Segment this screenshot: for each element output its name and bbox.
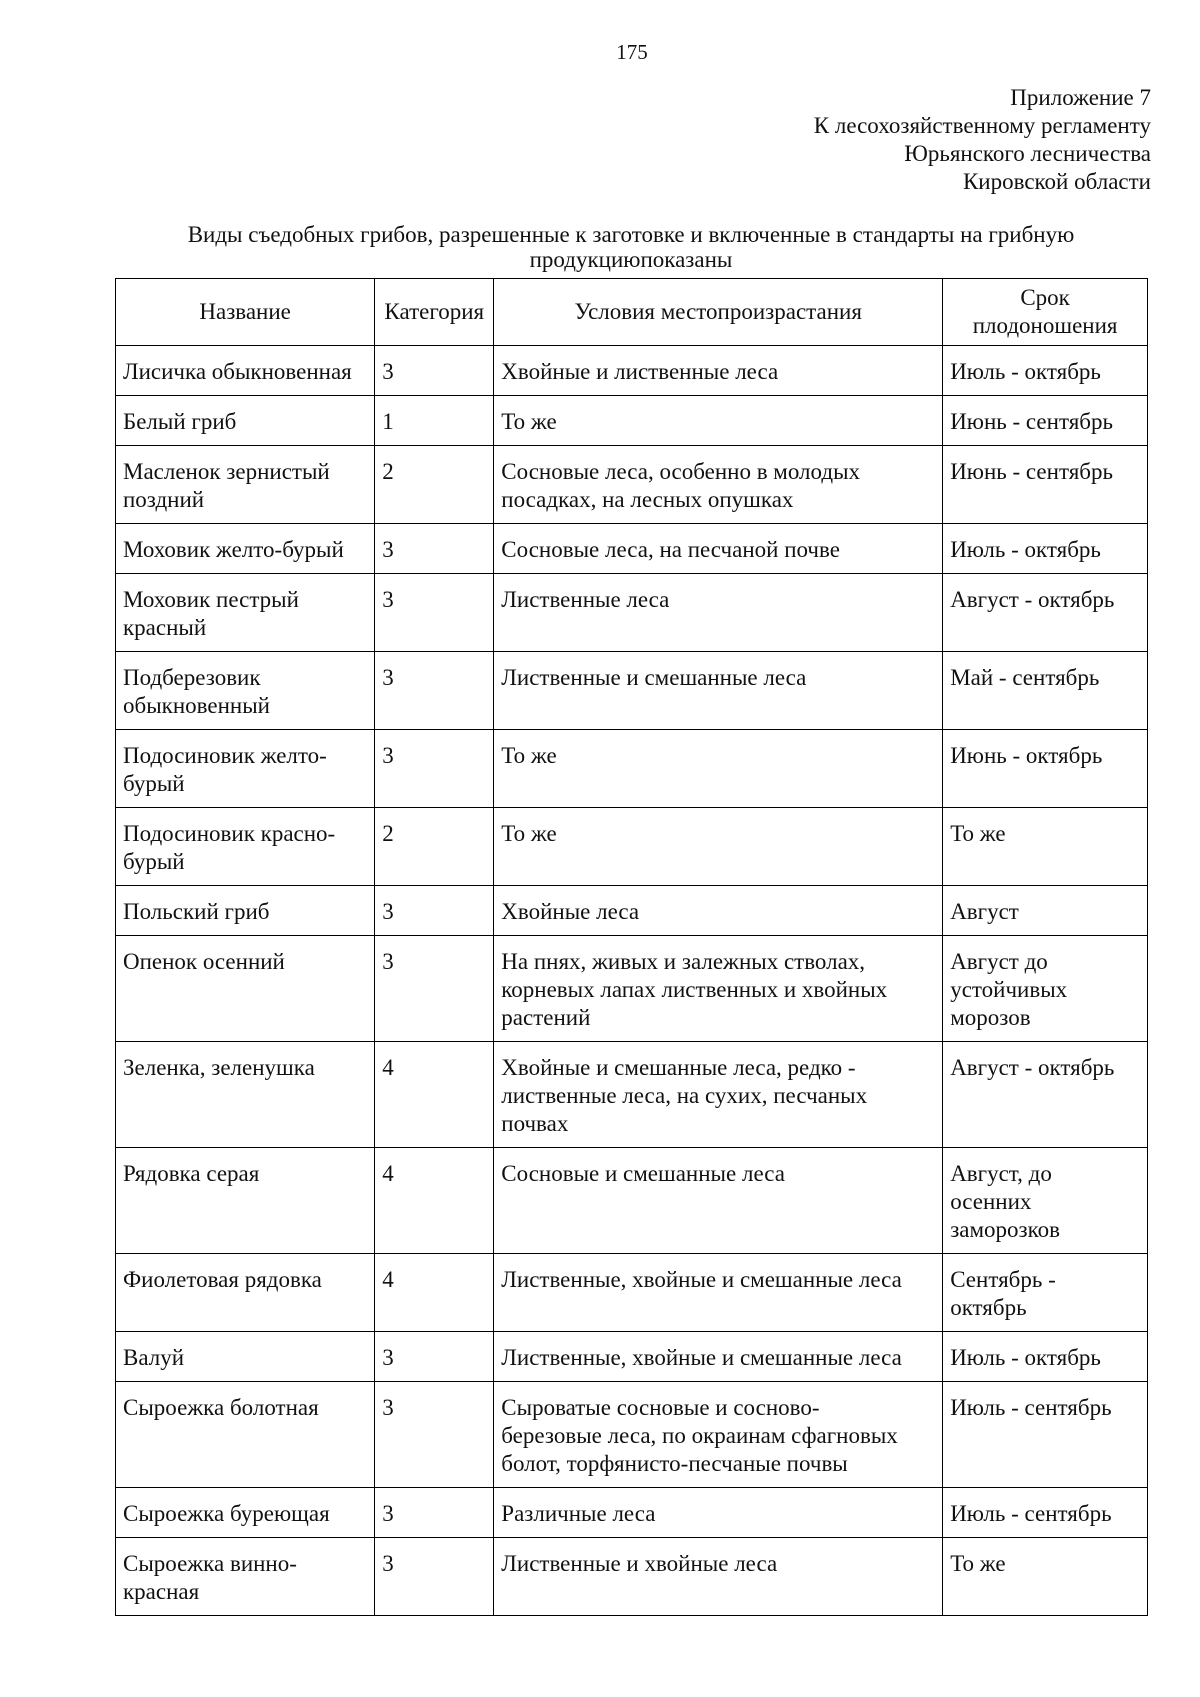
cell-conditions-line: болот, торфянисто-песчаные почвы: [501, 1451, 848, 1476]
cell-name-line: красная: [123, 1579, 200, 1604]
cell-conditions-line: посадках, на лесных опушках: [501, 487, 794, 512]
table-row: [116, 730, 1148, 808]
header-conditions: Условия местопроизрастания: [494, 279, 943, 346]
cell-conditions: [494, 1382, 943, 1488]
cell-category: 3: [375, 346, 494, 396]
cell-conditions: [494, 1332, 943, 1382]
cell-period: [943, 1332, 1148, 1382]
cell-name: [116, 936, 375, 1042]
cell-period-line: Июль - октябрь: [950, 1345, 1101, 1370]
cell-name: [116, 346, 375, 396]
cell-period-line: осенних: [950, 1189, 1032, 1214]
cell-conditions: [494, 652, 943, 730]
title-line: продукциюпоказаны: [529, 247, 733, 272]
cell-conditions-line: Различные леса: [501, 1501, 656, 1526]
cell-category: 3: [375, 936, 494, 1042]
cell-category: 4: [375, 1254, 494, 1332]
appendix-line: Кировской области: [962, 169, 1151, 194]
cell-category: 3: [375, 652, 494, 730]
cell-name: [116, 574, 375, 652]
cell-name: [116, 446, 375, 524]
cell-category: 3: [375, 1382, 494, 1488]
cell-period: [943, 1488, 1148, 1538]
cell-name-line: Фиолетовая рядовка: [123, 1267, 322, 1292]
cell-category: 2: [375, 808, 494, 886]
header-category: Категория: [375, 279, 494, 346]
cell-conditions-line: Сосновые и смешанные леса: [501, 1161, 785, 1186]
appendix-line: К лесохозяйственному регламенту: [813, 113, 1151, 138]
table-header-row: [116, 279, 1148, 346]
cell-conditions: [494, 1488, 943, 1538]
cell-name-line: Моховик желто-бурый: [123, 537, 344, 562]
cell-name: [116, 1042, 375, 1148]
cell-name: [116, 1382, 375, 1488]
cell-period: [943, 730, 1148, 808]
cell-period-line: Июль - сентябрь: [950, 1501, 1112, 1526]
cell-period-line: Июль - октябрь: [950, 537, 1101, 562]
cell-period: [943, 574, 1148, 652]
cell-name: [116, 396, 375, 446]
cell-name-line: Зеленка, зеленушка: [123, 1055, 315, 1080]
appendix-reference: [814, 84, 1151, 196]
table-row: [116, 446, 1148, 524]
cell-period-line: морозов: [950, 1005, 1031, 1030]
header-period: [943, 279, 1148, 346]
cell-name-line: Сыроежка буреющая: [123, 1501, 330, 1526]
cell-conditions-line: Сыроватые сосновые и сосново-: [501, 1395, 820, 1420]
cell-category: 3: [375, 1488, 494, 1538]
cell-category: 2: [375, 446, 494, 524]
cell-conditions-line: березовые леса, по окраинам сфагновых: [501, 1423, 898, 1448]
cell-name: [116, 1488, 375, 1538]
document-title: [116, 222, 1146, 272]
cell-conditions: [494, 808, 943, 886]
table-row: [116, 1488, 1148, 1538]
cell-category: 3: [375, 574, 494, 652]
cell-name: [116, 808, 375, 886]
table-row: [116, 886, 1148, 936]
cell-name-line: обыкновенный: [123, 693, 270, 718]
table-row: [116, 524, 1148, 574]
cell-period-line: Июнь - сентябрь: [950, 409, 1113, 434]
cell-conditions: [494, 524, 943, 574]
cell-period: [943, 1042, 1148, 1148]
header-name: Название: [116, 279, 375, 346]
cell-conditions: [494, 1538, 943, 1616]
cell-period-line: заморозков: [950, 1217, 1060, 1242]
cell-period: [943, 446, 1148, 524]
cell-period-line: Сентябрь -: [950, 1267, 1056, 1292]
cell-conditions-line: Хвойные и смешанные леса, редко -: [501, 1055, 856, 1080]
cell-name-line: Подосиновик красно-: [123, 821, 336, 846]
page-number: 175: [616, 40, 648, 64]
cell-period-line: Август - октябрь: [950, 587, 1115, 612]
cell-conditions-line: корневых лапах лиственных и хвойных: [501, 977, 888, 1002]
cell-category: 3: [375, 524, 494, 574]
cell-conditions: [494, 396, 943, 446]
cell-name: [116, 1538, 375, 1616]
cell-conditions: [494, 574, 943, 652]
cell-category: 4: [375, 1148, 494, 1254]
cell-period-line: Август: [950, 899, 1019, 924]
table-row: [116, 936, 1148, 1042]
header-period-line: Срок: [1020, 285, 1070, 310]
table-row: [116, 808, 1148, 886]
cell-name: [116, 652, 375, 730]
cell-name-line: Сыроежка винно-: [123, 1551, 297, 1576]
cell-conditions: [494, 730, 943, 808]
cell-conditions-line: Лиственные, хвойные и смешанные леса: [501, 1345, 902, 1370]
cell-period-line: То же: [950, 821, 1006, 846]
cell-conditions: [494, 1148, 943, 1254]
cell-period: [943, 1538, 1148, 1616]
cell-conditions-line: Лиственные и хвойные леса: [501, 1551, 778, 1576]
cell-conditions-line: растений: [501, 1005, 591, 1030]
cell-conditions: [494, 446, 943, 524]
cell-period: [943, 808, 1148, 886]
cell-conditions-line: Лиственные и смешанные леса: [501, 665, 807, 690]
cell-name-line: Сыроежка болотная: [123, 1395, 319, 1420]
cell-period-line: устойчивых: [950, 977, 1068, 1002]
cell-conditions-line: Сосновые леса, на песчаной почве: [501, 537, 840, 562]
table-body: [116, 346, 1148, 1616]
appendix-line: Приложение 7: [1010, 85, 1151, 110]
cell-period-line: То же: [950, 1551, 1006, 1576]
table-row: [116, 1148, 1148, 1254]
cell-conditions: [494, 1042, 943, 1148]
cell-category: 4: [375, 1042, 494, 1148]
cell-period-line: Август, до: [950, 1161, 1052, 1186]
cell-period: [943, 936, 1148, 1042]
cell-category: 3: [375, 886, 494, 936]
cell-name-line: Лисичка обыкновенная: [123, 359, 352, 384]
cell-name-line: Моховик пестрый: [123, 587, 299, 612]
cell-conditions-line: То же: [501, 409, 557, 434]
cell-period-line: Июнь - сентябрь: [950, 459, 1113, 484]
cell-conditions-line: То же: [501, 743, 557, 768]
cell-name-line: поздний: [123, 487, 205, 512]
table-row: [116, 1382, 1148, 1488]
cell-conditions-line: То же: [501, 821, 557, 846]
cell-name: [116, 524, 375, 574]
appendix-line: Юрьянского лесничества: [904, 141, 1151, 166]
cell-conditions-line: На пнях, живых и залежных стволах,: [501, 949, 866, 974]
table-row: [116, 396, 1148, 446]
header-period-line: плодоношения: [972, 313, 1118, 338]
cell-name-line: Белый гриб: [123, 409, 237, 434]
table-row: [116, 1332, 1148, 1382]
cell-period: [943, 346, 1148, 396]
cell-period-line: Июль - октябрь: [950, 359, 1101, 384]
table-row: [116, 346, 1148, 396]
cell-name-line: Валуй: [123, 1345, 185, 1370]
cell-conditions-line: Лиственные леса: [501, 587, 670, 612]
cell-name-line: бурый: [123, 849, 185, 874]
mushroom-table: [115, 278, 1148, 1616]
cell-period-line: Июнь - октябрь: [950, 743, 1103, 768]
cell-conditions: [494, 346, 943, 396]
cell-period-line: Июль - сентябрь: [950, 1395, 1112, 1420]
cell-name-line: красный: [123, 615, 207, 640]
cell-period-line: Август - октябрь: [950, 1055, 1115, 1080]
cell-period-line: Май - сентябрь: [950, 665, 1100, 690]
cell-category: 3: [375, 730, 494, 808]
table-row: [116, 574, 1148, 652]
cell-conditions-line: Хвойные леса: [501, 899, 640, 924]
cell-period: [943, 396, 1148, 446]
cell-name-line: Опенок осенний: [123, 949, 285, 974]
cell-name-line: Подосиновик желто-: [123, 743, 327, 768]
table-row: [116, 652, 1148, 730]
cell-conditions-line: Хвойные и лиственные леса: [501, 359, 779, 384]
cell-period-line: октябрь: [950, 1295, 1027, 1320]
cell-name: [116, 886, 375, 936]
cell-name-line: Масленок зернистый: [123, 459, 330, 484]
cell-name-line: Подберезовик: [123, 665, 261, 690]
cell-name-line: Польский гриб: [123, 899, 270, 924]
title-line: Виды съедобных грибов, разрешенные к заготовке и включенные в стандарты на грибную: [187, 222, 1075, 247]
cell-period: [943, 1148, 1148, 1254]
cell-period: [943, 652, 1148, 730]
table-row: [116, 1538, 1148, 1616]
cell-conditions-line: Сосновые леса, особенно в молодых: [501, 459, 861, 484]
cell-name: [116, 1332, 375, 1382]
cell-category: 3: [375, 1538, 494, 1616]
cell-period: [943, 524, 1148, 574]
cell-conditions: [494, 1254, 943, 1332]
cell-name-line: Рядовка серая: [123, 1161, 260, 1186]
cell-conditions-line: почвах: [501, 1111, 569, 1136]
cell-conditions: [494, 936, 943, 1042]
cell-period: [943, 886, 1148, 936]
cell-conditions-line: Лиственные, хвойные и смешанные леса: [501, 1267, 902, 1292]
table-row: [116, 1042, 1148, 1148]
cell-conditions-line: лиственные леса, на сухих, песчаных: [501, 1083, 868, 1108]
table-row: [116, 1254, 1148, 1332]
cell-period: [943, 1254, 1148, 1332]
cell-name-line: бурый: [123, 771, 185, 796]
cell-name: [116, 1148, 375, 1254]
cell-period: [943, 1382, 1148, 1488]
cell-category: 1: [375, 396, 494, 446]
cell-name: [116, 730, 375, 808]
cell-category: 3: [375, 1332, 494, 1382]
cell-conditions: [494, 886, 943, 936]
cell-period-line: Август до: [950, 949, 1048, 974]
cell-name: [116, 1254, 375, 1332]
